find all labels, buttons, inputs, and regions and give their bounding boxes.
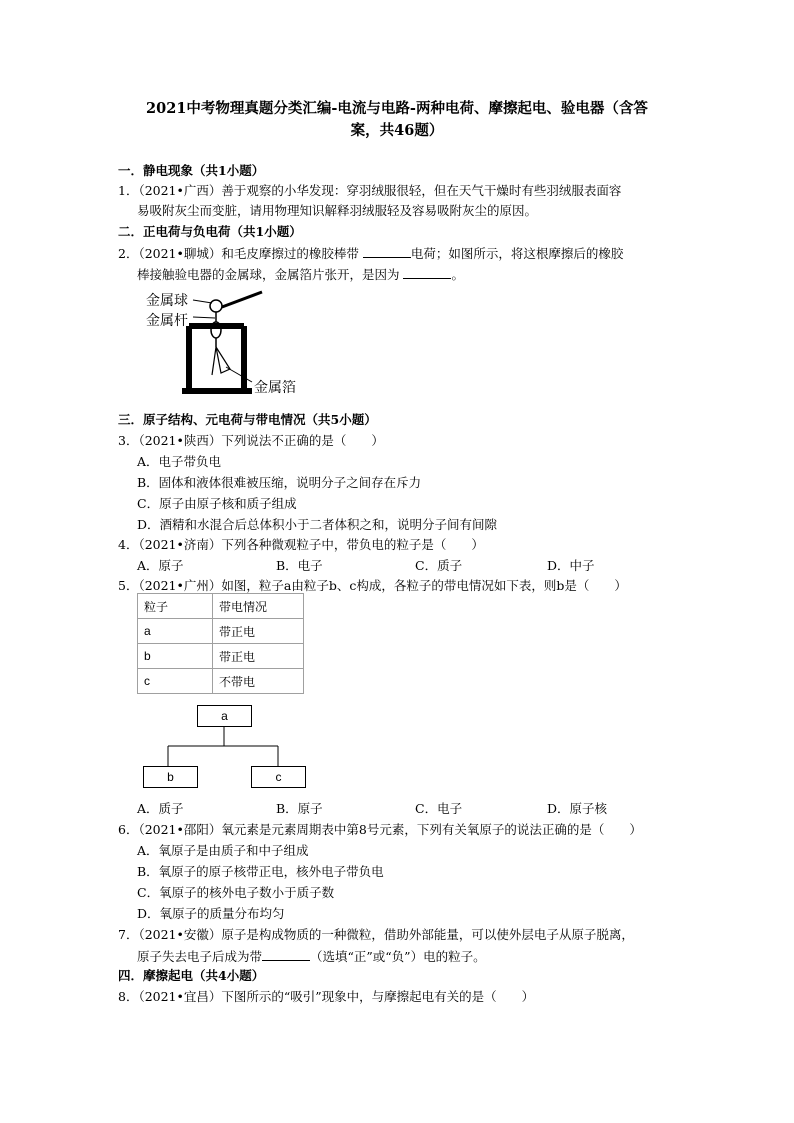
q7-line-2 <box>137 948 486 965</box>
q6-stem: 6．（2021•邵阳）氧元素是元素周期表中第8号元素，下列有关氧原子的说法正确的是（ ） <box>118 822 642 837</box>
q3-option-a: A．电子带负电 <box>137 454 222 469</box>
q3-stem: 3．（2021•陕西）下列说法不正确的是（ ） <box>118 433 384 448</box>
q1-line-1: 1．（2021•广西）善于观察的小华发现：穿羽绒服很轻，但在天气干燥时有些羽绒服表面容 <box>118 183 622 198</box>
q2-blank-1 <box>363 245 411 258</box>
particle-b-box: b <box>143 766 198 788</box>
label-metal-foil: 金属箔 <box>254 379 296 395</box>
table-row <box>138 619 304 644</box>
q6-option-c: C．氧原子的核外电子数小于质子数 <box>137 885 335 900</box>
table-cell: 带正电 <box>213 619 304 644</box>
q2-line-2-text-b: 。 <box>451 267 464 282</box>
q7-line-2-text-a: 原子失去电子后成为带 <box>137 949 263 964</box>
table-cell: 不带电 <box>213 669 304 694</box>
pointer-ball <box>193 300 212 303</box>
q8-stem: 8．（2021•宜昌）下图所示的“吸引”现象中，与摩擦起电有关的是（ ） <box>118 989 535 1004</box>
q7-blank <box>262 948 310 961</box>
table-row <box>138 669 304 694</box>
metal-ball <box>210 300 222 312</box>
q3-option-b: B．固体和液体很难被压缩，说明分子之间存在斥力 <box>137 475 422 490</box>
q7-line-2-text-b: （选填“正”或“负”）电的粒子。 <box>310 949 486 964</box>
table-header-cell: 带电情况 <box>213 594 304 619</box>
q6-option-d: D．氧原子的质量分布均匀 <box>137 906 285 921</box>
table-cell: b <box>138 644 213 669</box>
table-cell: a <box>138 619 213 644</box>
section-heading-4: 四．摩擦起电（共4小题） <box>118 968 265 983</box>
particle-c-box: c <box>251 766 306 788</box>
q2-line-1-text-b: 电荷；如图所示，将这根摩擦后的橡胶 <box>410 246 624 261</box>
q7-line-1: 7．（2021•安徽）原子是构成物质的一种微粒，借助外部能量，可以使外层电子从原子脱离， <box>118 927 634 942</box>
q2-line-2 <box>137 266 464 283</box>
particle-charge-table <box>137 593 304 694</box>
q5-stem: 5．（2021•广州）如图，粒子a由粒子b、c构成，各粒子的带电情况如下表，则b是（ ） <box>118 578 627 593</box>
q2-line-1-text-a: 2．（2021•聊城）和毛皮摩擦过的橡胶棒带 <box>118 246 363 261</box>
q4-option-d: D．中子 <box>547 558 595 573</box>
table-cell: 带正电 <box>213 644 304 669</box>
pointer-rod <box>193 317 215 318</box>
q2-blank-2 <box>403 266 451 279</box>
q4-stem: 4．（2021•济南）下列各种微观粒子中，带负电的粒子是（ ） <box>118 537 484 552</box>
q5-option-d: D．原子核 <box>547 801 608 816</box>
section-heading-1: 一．静电现象（共1小题） <box>118 163 265 178</box>
title-line-2: 案，共46题） <box>350 122 444 139</box>
q5-option-b: B．原子 <box>276 801 323 816</box>
q5-option-c: C．电子 <box>415 801 463 816</box>
section-heading-3: 三．原子结构、元电荷与带电情况（共5小题） <box>118 412 377 427</box>
q6-option-b: B．氧原子的原子核带正电，核外电子带负电 <box>137 864 384 879</box>
section-heading-2: 二．正电荷与负电荷（共1小题） <box>118 224 302 239</box>
foil-leaf-left <box>212 347 216 375</box>
particle-a-box: a <box>197 705 252 727</box>
label-metal-ball: 金属球 <box>146 292 188 308</box>
q6-option-a: A．氧原子是由质子和中子组成 <box>137 843 309 858</box>
table-header-row <box>138 594 304 619</box>
table-header-cell: 粒子 <box>138 594 213 619</box>
label-metal-rod: 金属杆 <box>146 312 188 328</box>
page-title <box>100 98 694 142</box>
q3-option-d: D．酒精和水混合后总体积小于二者体积之和，说明分子间有间隙 <box>137 517 498 532</box>
table-cell: c <box>138 669 213 694</box>
q2-line-2-text-a: 棒接触验电器的金属球，金属箔片张开，是因为 <box>137 267 404 282</box>
q4-option-a: A．原子 <box>137 558 184 573</box>
q1-line-2: 易吸附灰尘而变脏，请用物理知识解释羽绒服轻及容易吸附灰尘的原因。 <box>137 203 538 218</box>
q2-line-1 <box>118 245 623 262</box>
q5-option-a: A．质子 <box>137 801 184 816</box>
pointer-foil <box>226 367 252 382</box>
foil-leaf-right <box>216 347 230 373</box>
q4-option-c: C．质子 <box>415 558 463 573</box>
title-line-1: 2021中考物理真题分类汇编-电流与电路-两种电荷、摩擦起电、验电器（含答 <box>146 100 648 117</box>
rubber-rod <box>222 292 262 307</box>
table-row <box>138 644 304 669</box>
q3-option-c: C．原子由原子核和质子组成 <box>137 496 297 511</box>
q4-option-b: B．电子 <box>276 558 323 573</box>
